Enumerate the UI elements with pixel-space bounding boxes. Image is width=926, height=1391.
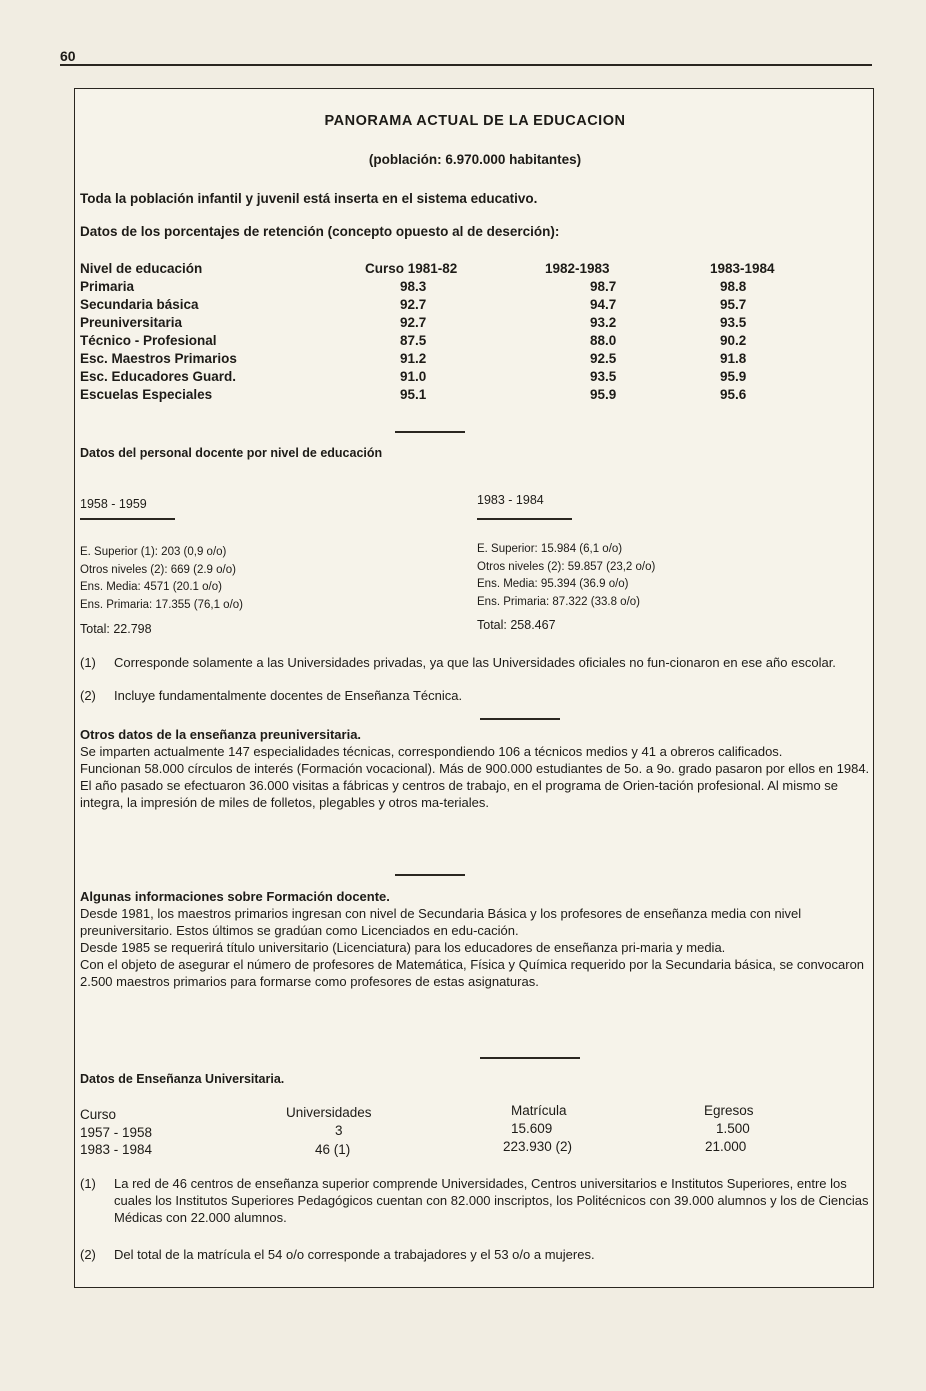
header-egresos: Egresos (704, 1103, 754, 1118)
row-value: 95.9 (590, 387, 617, 402)
note-number: (2) (80, 1247, 96, 1262)
row-level: Preuniversitaria (80, 315, 183, 330)
box-title: PANORAMA ACTUAL DE LA EDUCACION (324, 113, 626, 129)
row-value: 93.5 (590, 369, 617, 384)
row-value: 95.7 (720, 297, 747, 312)
table-row (80, 315, 860, 333)
row-value: 91.0 (400, 369, 427, 384)
row-level: Técnico - Profesional (80, 333, 217, 348)
univ-row-matricula: 15.609 (511, 1121, 553, 1136)
panorama-box (74, 88, 874, 1288)
staff-total-right: Total: 258.467 (477, 618, 556, 632)
table-row (80, 279, 860, 297)
list-item: E. Superior: 15.984 (6,1 o/o) (477, 543, 623, 555)
note-text: Corresponde solamente a las Universidades privadas, ya que las Universidades oficiales no fun-cionaron en ese año escolar. (114, 655, 836, 670)
row-value: 90.2 (720, 333, 747, 348)
univ-row-universidades: 3 (335, 1123, 343, 1138)
staff-total-left: Total: 22.798 (80, 622, 152, 636)
row-value: 88.0 (590, 333, 617, 348)
staff-note-2 (80, 688, 870, 704)
paragraph: Funcionan 58.000 círculos de interés (Formación vocacional). Más de 900.000 estudiantes de 5o. a 9o. grado pasaron por ellos en 1984. (80, 761, 870, 776)
training-section (80, 888, 870, 990)
list-item: Otros niveles (2): 59.857 (23,2 o/o) (477, 560, 656, 573)
univ-row-universidades: 46 (1) (315, 1142, 351, 1157)
table-row (80, 351, 860, 369)
row-value: 91.2 (400, 351, 427, 366)
header-year2: 1982-1983 (545, 261, 610, 276)
paragraph: Desde 1985 se requerirá título universitario (Licenciatura) para los educadores de enseñanza pri-maria y media. (80, 940, 726, 955)
row-value: 92.7 (400, 315, 427, 330)
list-item: Ens. Media: 95.394 (36.9 o/o) (477, 578, 629, 590)
row-level: Esc. Maestros Primarios (80, 351, 237, 366)
list-item: Ens. Primaria: 87.322 (33.8 o/o) (477, 595, 640, 608)
note-text: Del total de la matrícula el 54 o/o corresponde a trabajadores y el 53 o/o a mujeres. (114, 1247, 595, 1262)
row-value: 98.8 (720, 279, 747, 294)
note-text: La red de 46 centros de enseñanza superior comprende Universidades, Centros universitarios e Institutos Superiores, entre los cuales los Institutos Superiores Pedagógicos cuentan con 82.000 inscriptos, los Politécnicos con 39.000 alumnos y los de Ciencias Médicas con 22.000 alumnos. (114, 1176, 869, 1225)
section-divider (395, 431, 465, 433)
retention-heading: Datos de los porcentajes de retención (concepto opuesto al de deserción): (80, 224, 560, 239)
row-value: 98.7 (590, 279, 617, 294)
paragraph: El año pasado se efectuaron 36.000 visitas a fábricas y centros de trabajo, en el programa de Orien-tación profesional. Al mismo se integra, la impresión de miles de folletos, plegables y otros ma-teriales. (80, 778, 839, 810)
section-divider (480, 718, 560, 720)
intro-text: Toda la población infantil y juvenil está inserta en el sistema educativo. (80, 191, 538, 206)
list-item: Ens. Media: 4571 (20.1 o/o) (80, 581, 222, 593)
university-heading: Datos de Enseñanza Universitaria. (80, 1072, 285, 1086)
row-value: 98.3 (400, 279, 427, 294)
preuniv-section (80, 726, 870, 811)
list-item: E. Superior (1): 203 (0,9 o/o) (80, 546, 227, 558)
table-row (80, 333, 860, 351)
staff-year-right: 1983 - 1984 (477, 493, 544, 507)
table-row (80, 369, 860, 387)
page-number: 60 (60, 48, 76, 64)
list-item: Otros niveles (2): 669 (2.9 o/o) (80, 563, 236, 576)
staff-left-list (80, 544, 243, 614)
note-number: (2) (80, 688, 96, 703)
staff-right-list (477, 541, 655, 611)
row-value: 95.6 (720, 387, 747, 402)
header-year1: Curso 1981-82 (365, 261, 458, 276)
paragraph: Desde 1981, los maestros primarios ingresan con nivel de Secundaria Básica y los profesores de enseñanza media con nivel preuniversitario. Estos últimos se gradúan como Licenciados en edu-cación. (80, 906, 802, 938)
row-value: 87.5 (400, 333, 427, 348)
row-value: 92.5 (590, 351, 617, 366)
row-value: 93.5 (720, 315, 747, 330)
year-underline (477, 518, 572, 520)
row-value: 94.7 (590, 297, 617, 312)
row-level: Escuelas Especiales (80, 387, 213, 402)
note-number: (1) (80, 1176, 96, 1191)
list-item: Ens. Primaria: 17.355 (76,1 o/o) (80, 598, 243, 611)
training-heading: Algunas informaciones sobre Formación docente. (80, 889, 390, 904)
staff-note-1 (80, 655, 870, 671)
section-divider (395, 874, 465, 876)
row-value: 95.9 (720, 369, 747, 384)
header-level: Nivel de educación (80, 261, 203, 276)
header-curso: Curso (80, 1107, 117, 1122)
row-value: 91.8 (720, 351, 747, 366)
preuniv-heading: Otros datos de la enseñanza preuniversitaria. (80, 727, 362, 742)
header-year3: 1983-1984 (710, 261, 775, 276)
row-value: 92.7 (400, 297, 427, 312)
university-note-2 (80, 1247, 870, 1263)
note-text: Incluye fundamentalmente docentes de Enseñanza Técnica. (114, 688, 463, 703)
paragraph: Se imparten actualmente 147 especialidades técnicas, correspondiendo 106 a técnicos medios y 41 a obreros calificados. (80, 744, 783, 759)
row-level: Primaria (80, 279, 135, 294)
staff-heading: Datos del personal docente por nivel de educación (80, 446, 383, 460)
paragraph: Con el objeto de asegurar el número de profesores de Matemática, Física y Química requerido por la Secundaria básica, se convocaron 2.500 maestros primarios para formarse como profesores de estas asignaturas. (80, 957, 865, 989)
table-row (80, 387, 860, 405)
population-subtitle: (población: 6.970.000 habitantes) (368, 152, 582, 167)
header-universidades: Universidades (286, 1105, 372, 1120)
note-number: (1) (80, 655, 96, 670)
univ-row-curso: 1957 - 1958 (80, 1125, 153, 1140)
university-note-1 (80, 1175, 870, 1226)
row-value: 95.1 (400, 387, 427, 402)
row-level: Secundaria básica (80, 297, 199, 312)
retention-header-row (80, 261, 860, 279)
univ-row-egresos: 21.000 (705, 1139, 747, 1154)
row-value: 93.2 (590, 315, 617, 330)
section-divider (480, 1057, 580, 1059)
header-rule (60, 64, 872, 66)
univ-row-egresos: 1.500 (716, 1121, 750, 1136)
table-row (80, 297, 860, 315)
univ-row-matricula: 223.930 (2) (503, 1139, 573, 1154)
year-underline (80, 518, 175, 520)
univ-row-curso: 1983 - 1984 (80, 1142, 153, 1157)
header-matricula: Matrícula (511, 1103, 567, 1118)
staff-year-left: 1958 - 1959 (80, 497, 147, 511)
row-level: Esc. Educadores Guard. (80, 369, 237, 384)
